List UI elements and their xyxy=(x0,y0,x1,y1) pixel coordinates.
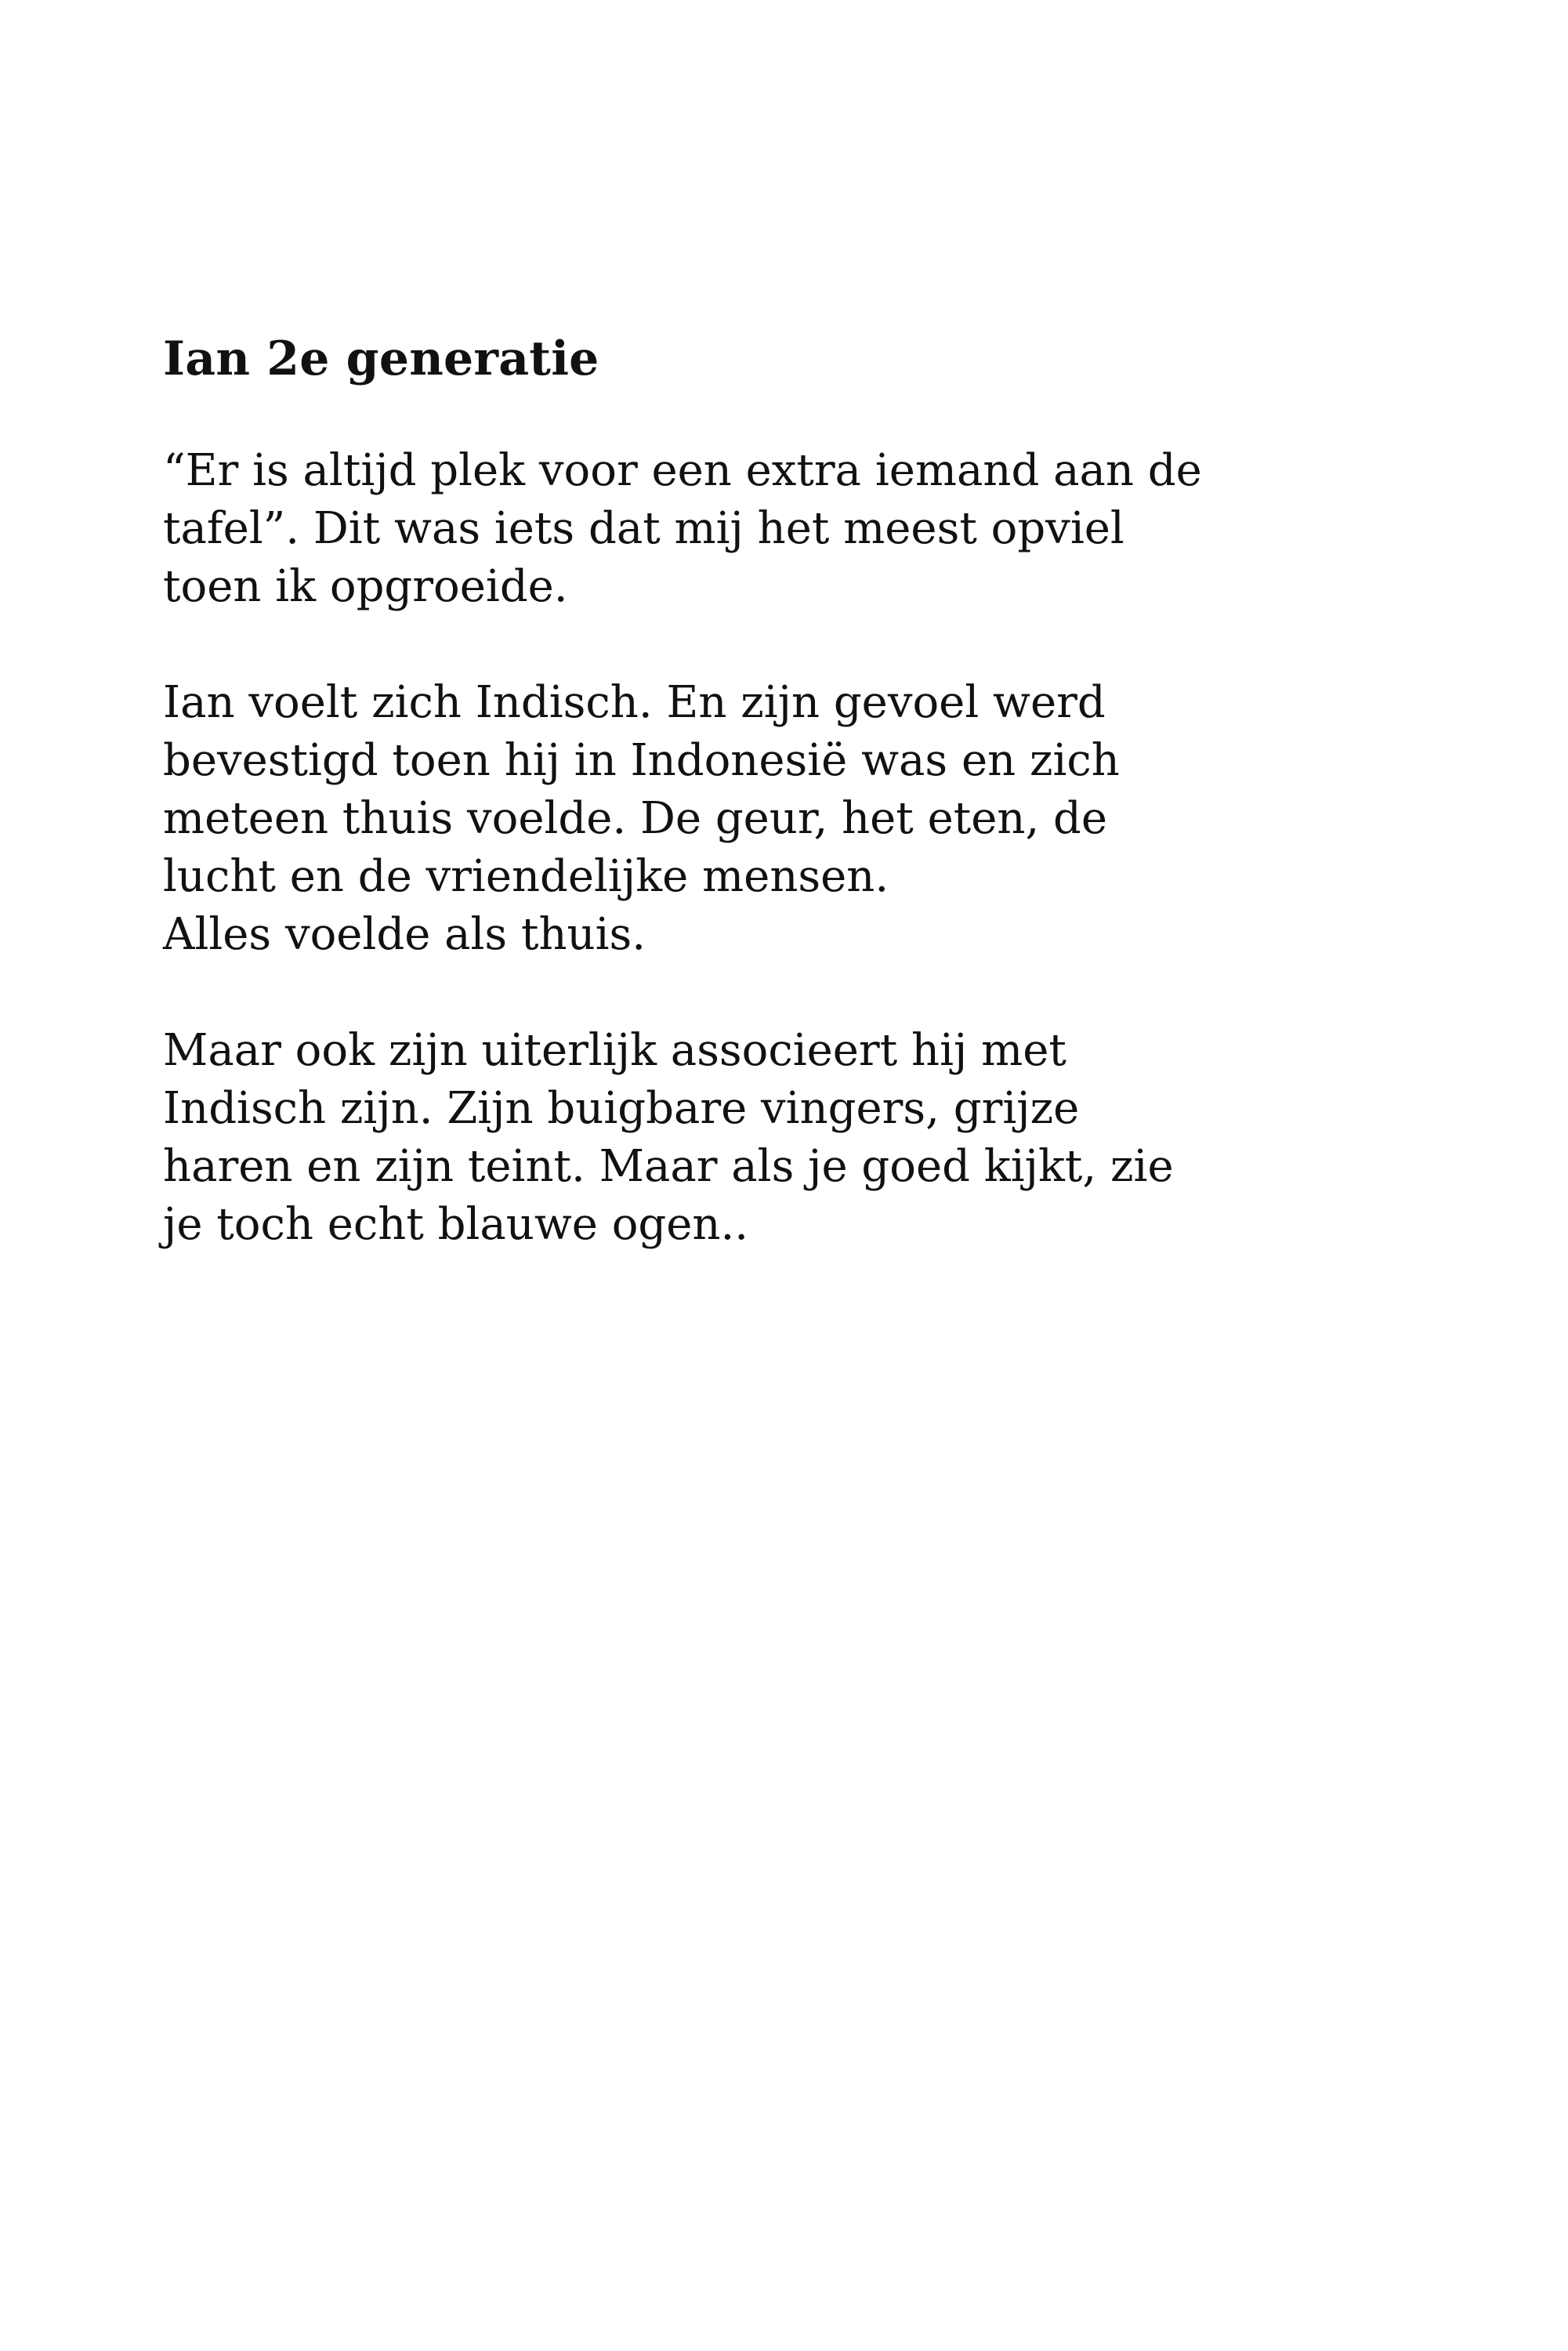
paragraph-line: Ian voelt zich Indisch. En zijn gevoel werd xyxy=(163,677,1106,728)
page-title: Ian 2e generatie xyxy=(163,331,599,386)
paragraph-line: Maar ook zijn uiterlijk associeert hij met xyxy=(163,1025,1066,1076)
paragraph-line: meteen thuis voelde. De geur, het eten, de xyxy=(163,793,1108,844)
paragraph-appearance xyxy=(163,1022,1276,1254)
page-content xyxy=(163,321,1276,1254)
paragraph-line: toen ik opgroeide. xyxy=(163,561,568,612)
paragraph-line: lucht en de vriendelijke mensen. xyxy=(163,851,889,902)
paragraph-line: “Er is altijd plek voor een extra iemand aan de xyxy=(163,445,1202,496)
paragraph-line: tafel”. Dit was iets dat mij het meest opviel xyxy=(163,503,1124,554)
paragraph-line: Indisch zijn. Zijn buigbare vingers, grijze xyxy=(163,1083,1080,1134)
paragraph-feeling-indisch xyxy=(163,674,1276,964)
paragraph-line: je toch echt blauwe ogen.. xyxy=(163,1199,749,1250)
paragraph-line: haren en zijn teint. Maar als je goed kijkt, zie xyxy=(163,1141,1174,1192)
paragraph-intro-quote xyxy=(163,442,1276,616)
paragraph-line: bevestigd toen hij in Indonesië was en zich xyxy=(163,735,1120,786)
paragraph-line: Alles voelde als thuis. xyxy=(163,909,646,960)
